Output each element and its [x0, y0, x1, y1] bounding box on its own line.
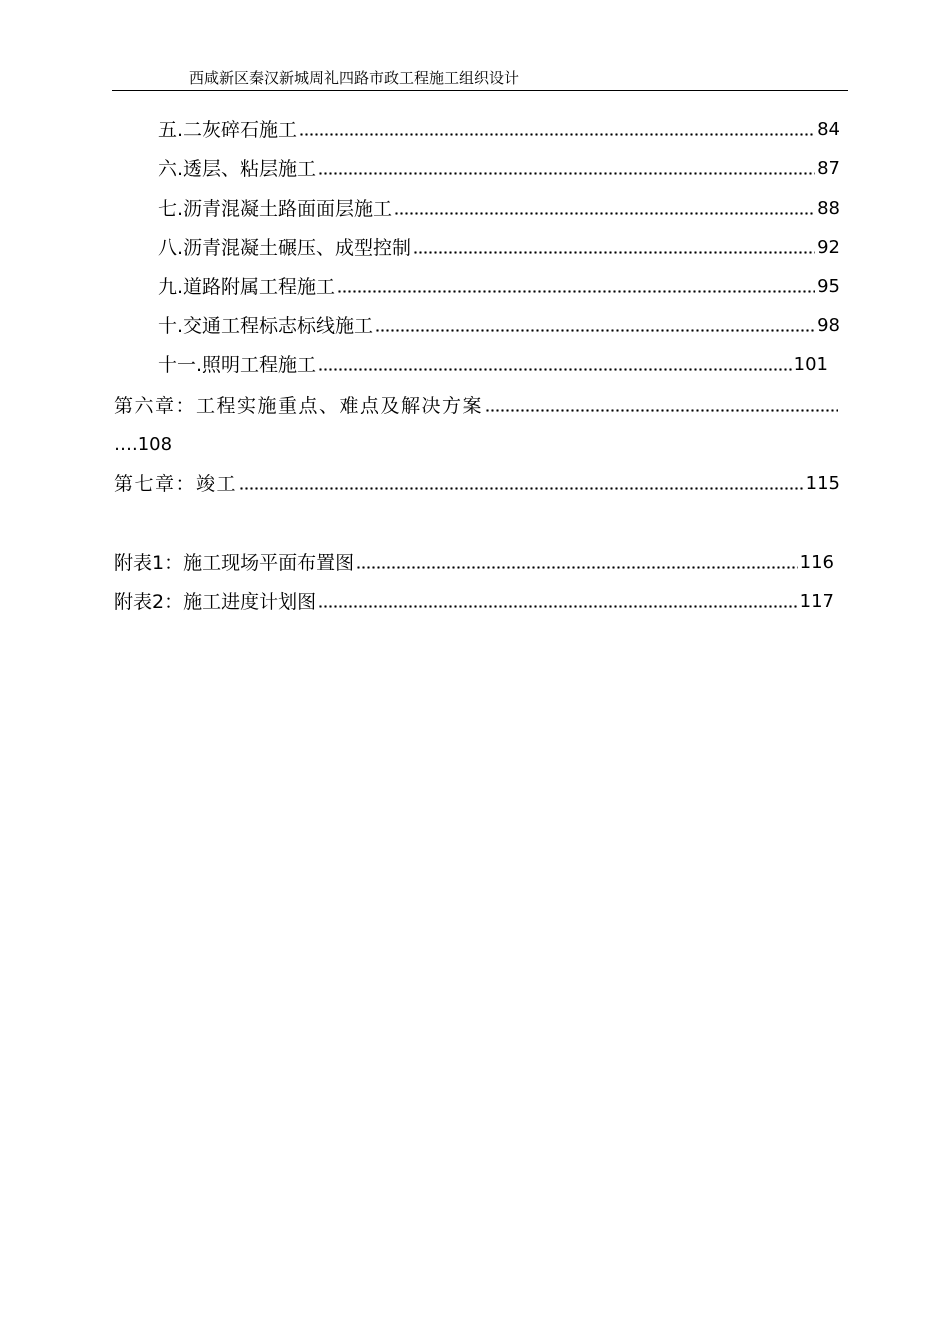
- toc-entry-label: 十一.照明工程施工: [158, 354, 317, 376]
- toc-entry-continuation: [114, 431, 172, 459]
- toc-entry-label: 附表2：施工进度计划图: [114, 591, 317, 613]
- toc-entry-label: 九.道路附属工程施工: [158, 276, 336, 298]
- toc-entry-page: 101: [793, 354, 828, 375]
- toc-entry[interactable]: [158, 351, 828, 379]
- document-title: 西咸新区秦汉新城周礼四路市政工程施工组织设计: [189, 69, 520, 87]
- toc-leader-dots: [318, 351, 792, 379]
- toc-entry[interactable]: [158, 116, 840, 144]
- toc-leader-dots: [356, 549, 798, 577]
- toc-leader-dots: [318, 155, 815, 183]
- page-header: [112, 68, 848, 91]
- toc-entry-page: 88: [817, 198, 840, 219]
- toc-leader-dots: [375, 312, 815, 340]
- toc-leader-dots: [413, 234, 815, 262]
- toc-entry-page: 87: [817, 158, 840, 179]
- toc-entry-page: 115: [805, 473, 840, 494]
- toc-entry-page: ….108: [114, 434, 173, 455]
- toc-chapter-entry[interactable]: [114, 392, 840, 420]
- toc-leader-dots: [394, 195, 815, 223]
- toc-entry-label: 附表1：施工现场平面布置图: [114, 552, 355, 574]
- toc-appendix-entry[interactable]: [114, 549, 834, 577]
- toc-entry-page: 84: [817, 119, 840, 140]
- toc-leader-dots: [337, 273, 815, 301]
- toc-entry[interactable]: [158, 312, 840, 340]
- toc-leader-dots: [485, 392, 838, 420]
- toc-entry-page: 117: [799, 591, 834, 612]
- toc-entry-page: 98: [817, 315, 840, 336]
- toc-entry-page: 116: [799, 552, 834, 573]
- toc-leader-dots: [239, 470, 804, 498]
- toc-entry-label: 第六章：工程实施重点、难点及解决方案: [114, 395, 484, 417]
- toc-entry-page: 92: [817, 237, 840, 258]
- toc-entry[interactable]: [158, 155, 840, 183]
- toc-entry[interactable]: [158, 195, 840, 223]
- toc-entry-label: 五.二灰碎石施工: [158, 119, 298, 141]
- toc-entry[interactable]: [158, 273, 840, 301]
- toc-leader-dots: [299, 116, 815, 144]
- toc-entry-label: 十.交通工程标志标线施工: [158, 315, 374, 337]
- toc-entry-label: 八.沥青混凝土碾压、成型控制: [158, 237, 412, 259]
- toc-entry-label: 六.透层、粘层施工: [158, 158, 317, 180]
- toc-appendix-entry[interactable]: [114, 588, 834, 616]
- toc-entry-page: 95: [817, 276, 840, 297]
- toc-leader-dots: [318, 588, 798, 616]
- toc-entry[interactable]: [158, 234, 840, 262]
- toc-entry-label: 第七章：竣工: [114, 473, 238, 495]
- toc-entry-label: 七.沥青混凝土路面面层施工: [158, 198, 393, 220]
- toc-chapter-entry[interactable]: [114, 470, 840, 498]
